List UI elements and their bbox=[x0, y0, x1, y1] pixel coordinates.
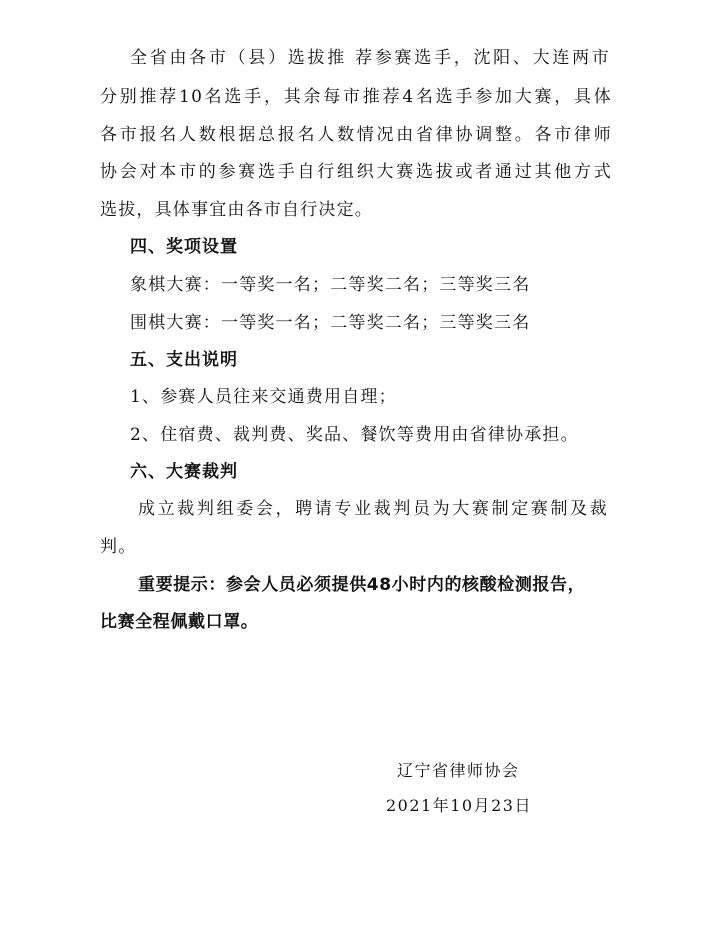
intro-line-5: 选拔，具体事宜由各市自行决定。 bbox=[100, 200, 373, 220]
intro-line-2: 分别推荐10名选手，其余每市推荐4名选手参加大赛，具体 bbox=[100, 87, 612, 107]
intro-line-4: 协会对本市的参赛选手自行组织大赛选拔或者通过其他方式 bbox=[100, 162, 612, 182]
expenses-item-1: 1、参赛人员往来交通费用自理； bbox=[130, 387, 397, 407]
intro-line-1: 全省由各市（县）选拔推 荐参赛选手，沈阳、大连两市 bbox=[130, 48, 610, 68]
notice-line-2: 比赛全程佩戴口罩。 bbox=[100, 612, 259, 632]
signature-org: 辽宁省律师协会 bbox=[397, 761, 520, 780]
notice-line-1: 重要提示：参会人员必须提供48小时内的核酸检测报告， bbox=[138, 575, 586, 595]
expenses-heading: 五、支出说明 bbox=[130, 350, 238, 370]
referee-heading: 六、大赛裁判 bbox=[130, 462, 238, 482]
signature-date: 2021年10月23日 bbox=[386, 796, 532, 815]
awards-go: 围棋大赛：一等奖一名；二等奖二名；三等奖三名 bbox=[130, 313, 531, 333]
referee-line-2: 判。 bbox=[100, 537, 137, 557]
intro-line-3: 各市报名人数根据总报名人数情况由省律协调整。各市律师 bbox=[100, 125, 612, 145]
awards-heading: 四、奖项设置 bbox=[130, 237, 238, 257]
awards-chess: 象棋大赛：一等奖一名；二等奖二名；三等奖三名 bbox=[130, 275, 531, 295]
referee-line-1: 成立裁判组委会，聘请专业裁判员为大赛制定赛制及裁 bbox=[138, 499, 608, 519]
expenses-item-2: 2、住宿费、裁判费、奖品、餐饮等费用由省律协承担。 bbox=[130, 425, 579, 445]
